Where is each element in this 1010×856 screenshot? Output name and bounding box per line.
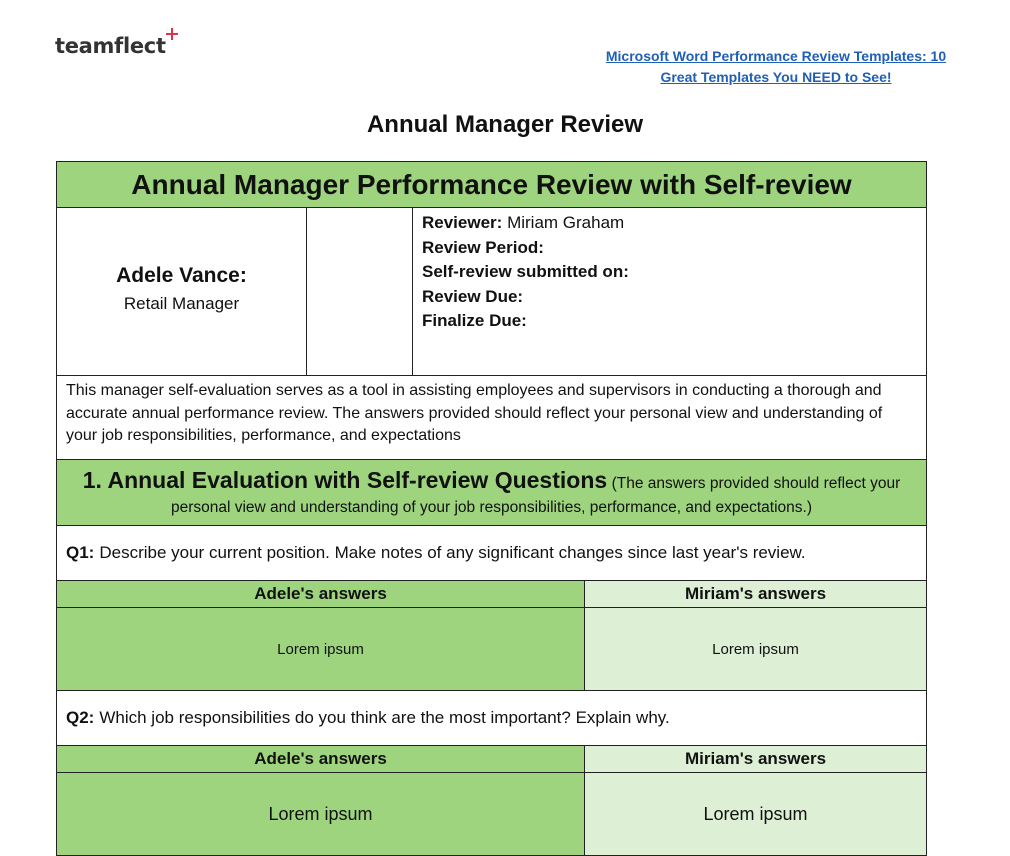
adele-answers-header: Adele's answers [57, 581, 585, 607]
question-1-text: Describe your current position. Make notes of any significant changes since last year's review. [99, 543, 806, 562]
miriam-answer-q1[interactable]: Lorem ipsum [585, 608, 926, 690]
employee-name: Adele Vance: [116, 263, 247, 287]
finalize-due-label: Finalize Due: [422, 311, 527, 330]
review-period-label: Review Period: [422, 237, 544, 257]
finalize-due-line [422, 309, 917, 334]
adele-answer-q1[interactable]: Lorem ipsum [57, 608, 585, 690]
empty-cell [307, 208, 413, 375]
question-1-answer-headers [57, 581, 926, 608]
logo-text: teamflect [55, 34, 166, 58]
question-2-answer-headers [57, 746, 926, 773]
teamflect-logo [55, 34, 166, 58]
form-description: This manager self-evaluation serves as a tool in assisting employees and supervisors in conducting a thorough and accurate annual performance review. The answers provided should reflect your personal view and understanding of your job responsibilities, performance, and expectations [57, 376, 926, 460]
adele-answers-header-q2: Adele's answers [57, 746, 585, 772]
form-title: Annual Manager Performance Review with Self-review [57, 162, 926, 208]
section-title: 1. Annual Evaluation with Self-review Questions [82, 467, 608, 493]
employee-info-row [57, 208, 926, 376]
self-review-submitted-label: Self-review submitted on: [422, 262, 629, 281]
question-1 [57, 526, 926, 581]
reviewer-line [422, 211, 917, 236]
logo-plus-icon [166, 28, 178, 40]
employee-role: Retail Manager [123, 293, 240, 313]
question-1-label: Q1: [66, 543, 95, 562]
miriam-answer-q2[interactable]: Lorem ipsum [585, 773, 926, 855]
question-2-text: Which job responsibilities do you think are the most important? Explain why. [99, 708, 670, 727]
review-period-line [422, 236, 917, 261]
templates-article-link[interactable]: Microsoft Word Performance Review Templates: 10 Great Templates You NEED to See! [605, 48, 947, 85]
question-2-answers [57, 773, 926, 855]
review-details [413, 208, 926, 375]
question-2 [57, 691, 926, 746]
miriam-answers-header: Miriam's answers [585, 581, 926, 607]
reviewer-value[interactable]: Miriam Graham [507, 213, 625, 232]
review-form-table [56, 161, 927, 856]
employee-cell [57, 208, 307, 375]
section-note: (The answers provided should reflect your personal view and understanding of your job responsibilities, performance, and expectations.) [170, 475, 901, 516]
review-due-line [422, 285, 917, 310]
miriam-answers-header-q2: Miriam's answers [585, 746, 926, 772]
document-title: Annual Manager Review [366, 111, 644, 138]
question-1-answers [57, 608, 926, 691]
adele-answer-q2[interactable]: Lorem ipsum [57, 773, 585, 855]
reviewer-label: Reviewer: [422, 213, 503, 232]
section-header [57, 460, 926, 526]
self-review-submitted-line [422, 260, 917, 285]
question-2-label: Q2: [66, 708, 95, 727]
review-due-label: Review Due: [422, 286, 524, 306]
